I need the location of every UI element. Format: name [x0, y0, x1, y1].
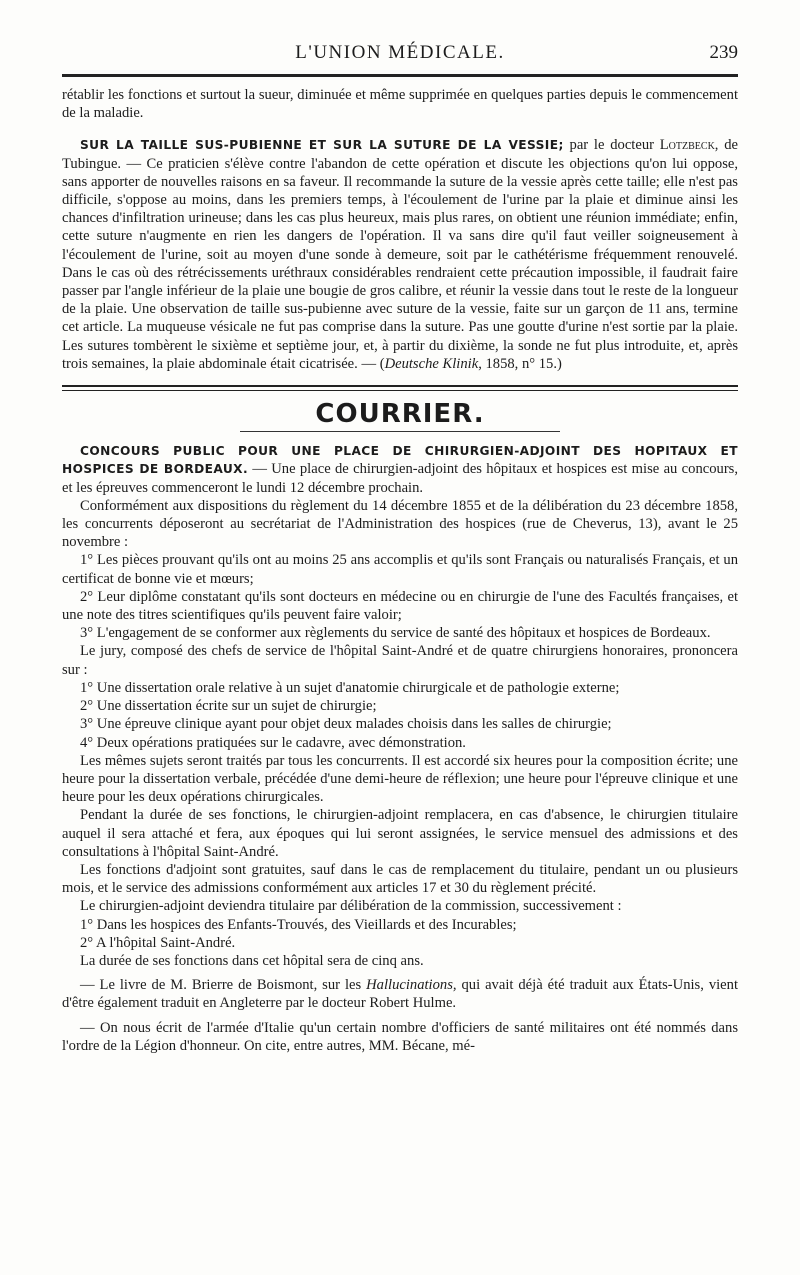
running-title: L'UNION MÉDICALE.: [295, 42, 505, 63]
concours-paragraph: Les mêmes sujets seront traités par tous les concurrents. Il est accordé six heures pour la composition écrite; une heure pour la dissertation verbale, précédée d'une demi-heure de réflexion; une heure pour l'épreuve clinique et une heure pour les deux opérations chirurgicales.: [62, 752, 738, 806]
article-body: , de Tubingue. — Ce praticien s'élève contre l'abandon de cette opération et discute les objections qu'on lui oppose, sans apporter de nouvelles raisons en sa faveur. Il recommande la suture de la vessie après cette taille; elle n'est pas difficile, s'oppose au moins, dans les premiers temps, à l'écoulement de l'urine par la plaie et diminue ainsi les chances d'infiltration urineuse; dans les cas plus heureux, mais plus rares, on obtient une réunion immédiate; enfin, cette suture n'augmente en rien les dangers de l'opération. Il va sans dire qu'il faut veiller soigneusement à l'écoulement de l'urine, soit au moyen d'une sonde à demeure, soit par le cathétérisme fréquemment renouvelé. Dans le cas où des rétrécissements uréthraux considérables rendraient cette précaution impossible, il faudrait faire passer par l'angle inférieur de la plaie une bougie de gros calibre, et réunir la vessie dans tout le reste de la longueur de la plaie. Une observation de taille sus-pubienne avec suture de la vessie, faite sur un garçon de 11 ans, termine cet article. La muqueuse vésicale ne fut pas comprise dans la suture. Pas une goutte d'urine n'est sortie par la plaie. Les sutures tombèrent le sixième et septième jour, et, à partir du dixième, la sonde ne fut plus introduite, et, après trois semaines, la plaie abdominale était cicatrisée. — (: [62, 137, 738, 372]
news-text: qui avait déjà été traduit aux États-Unis, vient d'être également traduit en Angleterre par le docteur Robert Hulme.: [62, 977, 739, 1012]
concours-paragraph: Pendant la durée de ses fonctions, le chirurgien-adjoint remplacera, en cas d'absence, le chirurgien titulaire auquel il sera attaché et fera, aux époques qui lui seront assignées, le service mensuel des admissions et des consultations à l'hôpital Saint-André.: [62, 807, 738, 860]
article-byline: par le docteur: [563, 137, 660, 154]
concours-paragraph: 2° Une dissertation écrite sur un sujet de chirurgie;: [80, 698, 377, 715]
concours-heading: CONCOURS PUBLIC POUR UNE PLACE DE CHIRURGIEN-ADJOINT DES HOPITAUX ET HOSPICES DE BORDEAUX.: [62, 444, 738, 477]
section-title: COURRIER.: [315, 399, 485, 430]
concours-paragraph: 1° Une dissertation orale relative à un sujet d'anatomie chirurgicale et de pathologie externe;: [80, 679, 620, 696]
article-taille-sus-pubienne: [62, 136, 738, 373]
concours-intro: — Une place de chirurgien-adjoint des hôpitaux et hospices est mise au concours, et les épreuves commenceront le lundi 12 décembre prochain.: [62, 461, 739, 496]
header-rule: [62, 74, 738, 77]
book-title: Hallucinations,: [366, 977, 457, 994]
page-content: [62, 86, 738, 1055]
article-author: Lotzbeck: [659, 137, 715, 154]
news-item-hallucinations: [62, 976, 738, 1012]
article-heading: SUR LA TAILLE SUS-PUBIENNE ET SUR LA SUTURE DE LA VESSIE;: [80, 138, 564, 153]
title-underline: [240, 431, 560, 432]
concours-paragraph: 4° Deux opérations pratiquées sur le cadavre, avec démonstration.: [80, 734, 466, 751]
concours-paragraph: 1° Les pièces prouvant qu'ils ont au moins 25 ans accomplis et qu'ils sont Français ou naturalisés Français, et un certificat de bonne vie et mœurs;: [62, 552, 738, 587]
news-item-legion-honneur: — On nous écrit de l'armée d'Italie qu'un certain nombre d'officiers de santé militaires ont été nommés dans l'ordre de la Légion d'honneur. On cite, entre autres, MM. Bécane, mé-: [62, 1019, 738, 1054]
paragraph-continuation: rétablir les fonctions et surtout la sueur, diminuée et même supprimée en quelques parties depuis le commencement de la maladie.: [62, 87, 738, 122]
concours-paragraph: Le jury, composé des chefs de service de l'hôpital Saint-André et de quatre chirurgiens honoraires, prononcera sur :: [62, 643, 738, 678]
article-source: Deutsche Klinik: [384, 355, 479, 372]
page-header: [62, 42, 738, 68]
concours-paragraph: 1° Dans les hospices des Enfants-Trouvés, des Vieillards et des Incurables;: [80, 916, 517, 933]
concours-paragraph: 3° Une épreuve clinique ayant pour objet deux malades choisis dans les salles de chirurgie;: [80, 716, 612, 733]
article-source-tail: , 1858, n° 15.): [478, 355, 562, 372]
concours-paragraph: Le chirurgien-adjoint deviendra titulaire par délibération de la commission, successivement :: [80, 898, 622, 915]
spacer: [62, 122, 738, 136]
concours-paragraph: Les fonctions d'adjoint sont gratuites, sauf dans le cas de remplacement du titulaire, pendant un ou plusieurs mois, et le service des admissions conformément aux articles 17 et 30 du règlement précité.: [62, 861, 738, 897]
concours-paragraph: 3° L'engagement de se conformer aux règlements du service de santé des hôpitaux et hospices de Bordeaux.: [80, 625, 711, 642]
concours-paragraph: 2° Leur diplôme constatant qu'ils sont docteurs en médecine ou en chirurgie de l'une des Facultés françaises, et une note des titres scientifiques qu'ils peuvent faire valoir;: [62, 588, 738, 624]
page-number: 239: [709, 42, 738, 63]
concours-paragraph: Conformément aux dispositions du règlement du 14 décembre 1855 et de la délibération du 23 décembre 1858, les concurrents déposeront au secrétariat de l'Administration des hospices (rue de Cheverus, 13), avant le 25 novembre :: [62, 497, 738, 551]
news-text: — Le livre de M. Brierre de Boismont, sur les: [80, 977, 367, 994]
concours-paragraph: La durée de ses fonctions dans cet hôpital sera de cinq ans.: [80, 952, 424, 969]
concours-paragraph: 2° A l'hôpital Saint-André.: [80, 934, 236, 951]
concours-announcement: [62, 442, 738, 497]
section-divider: [62, 385, 738, 391]
